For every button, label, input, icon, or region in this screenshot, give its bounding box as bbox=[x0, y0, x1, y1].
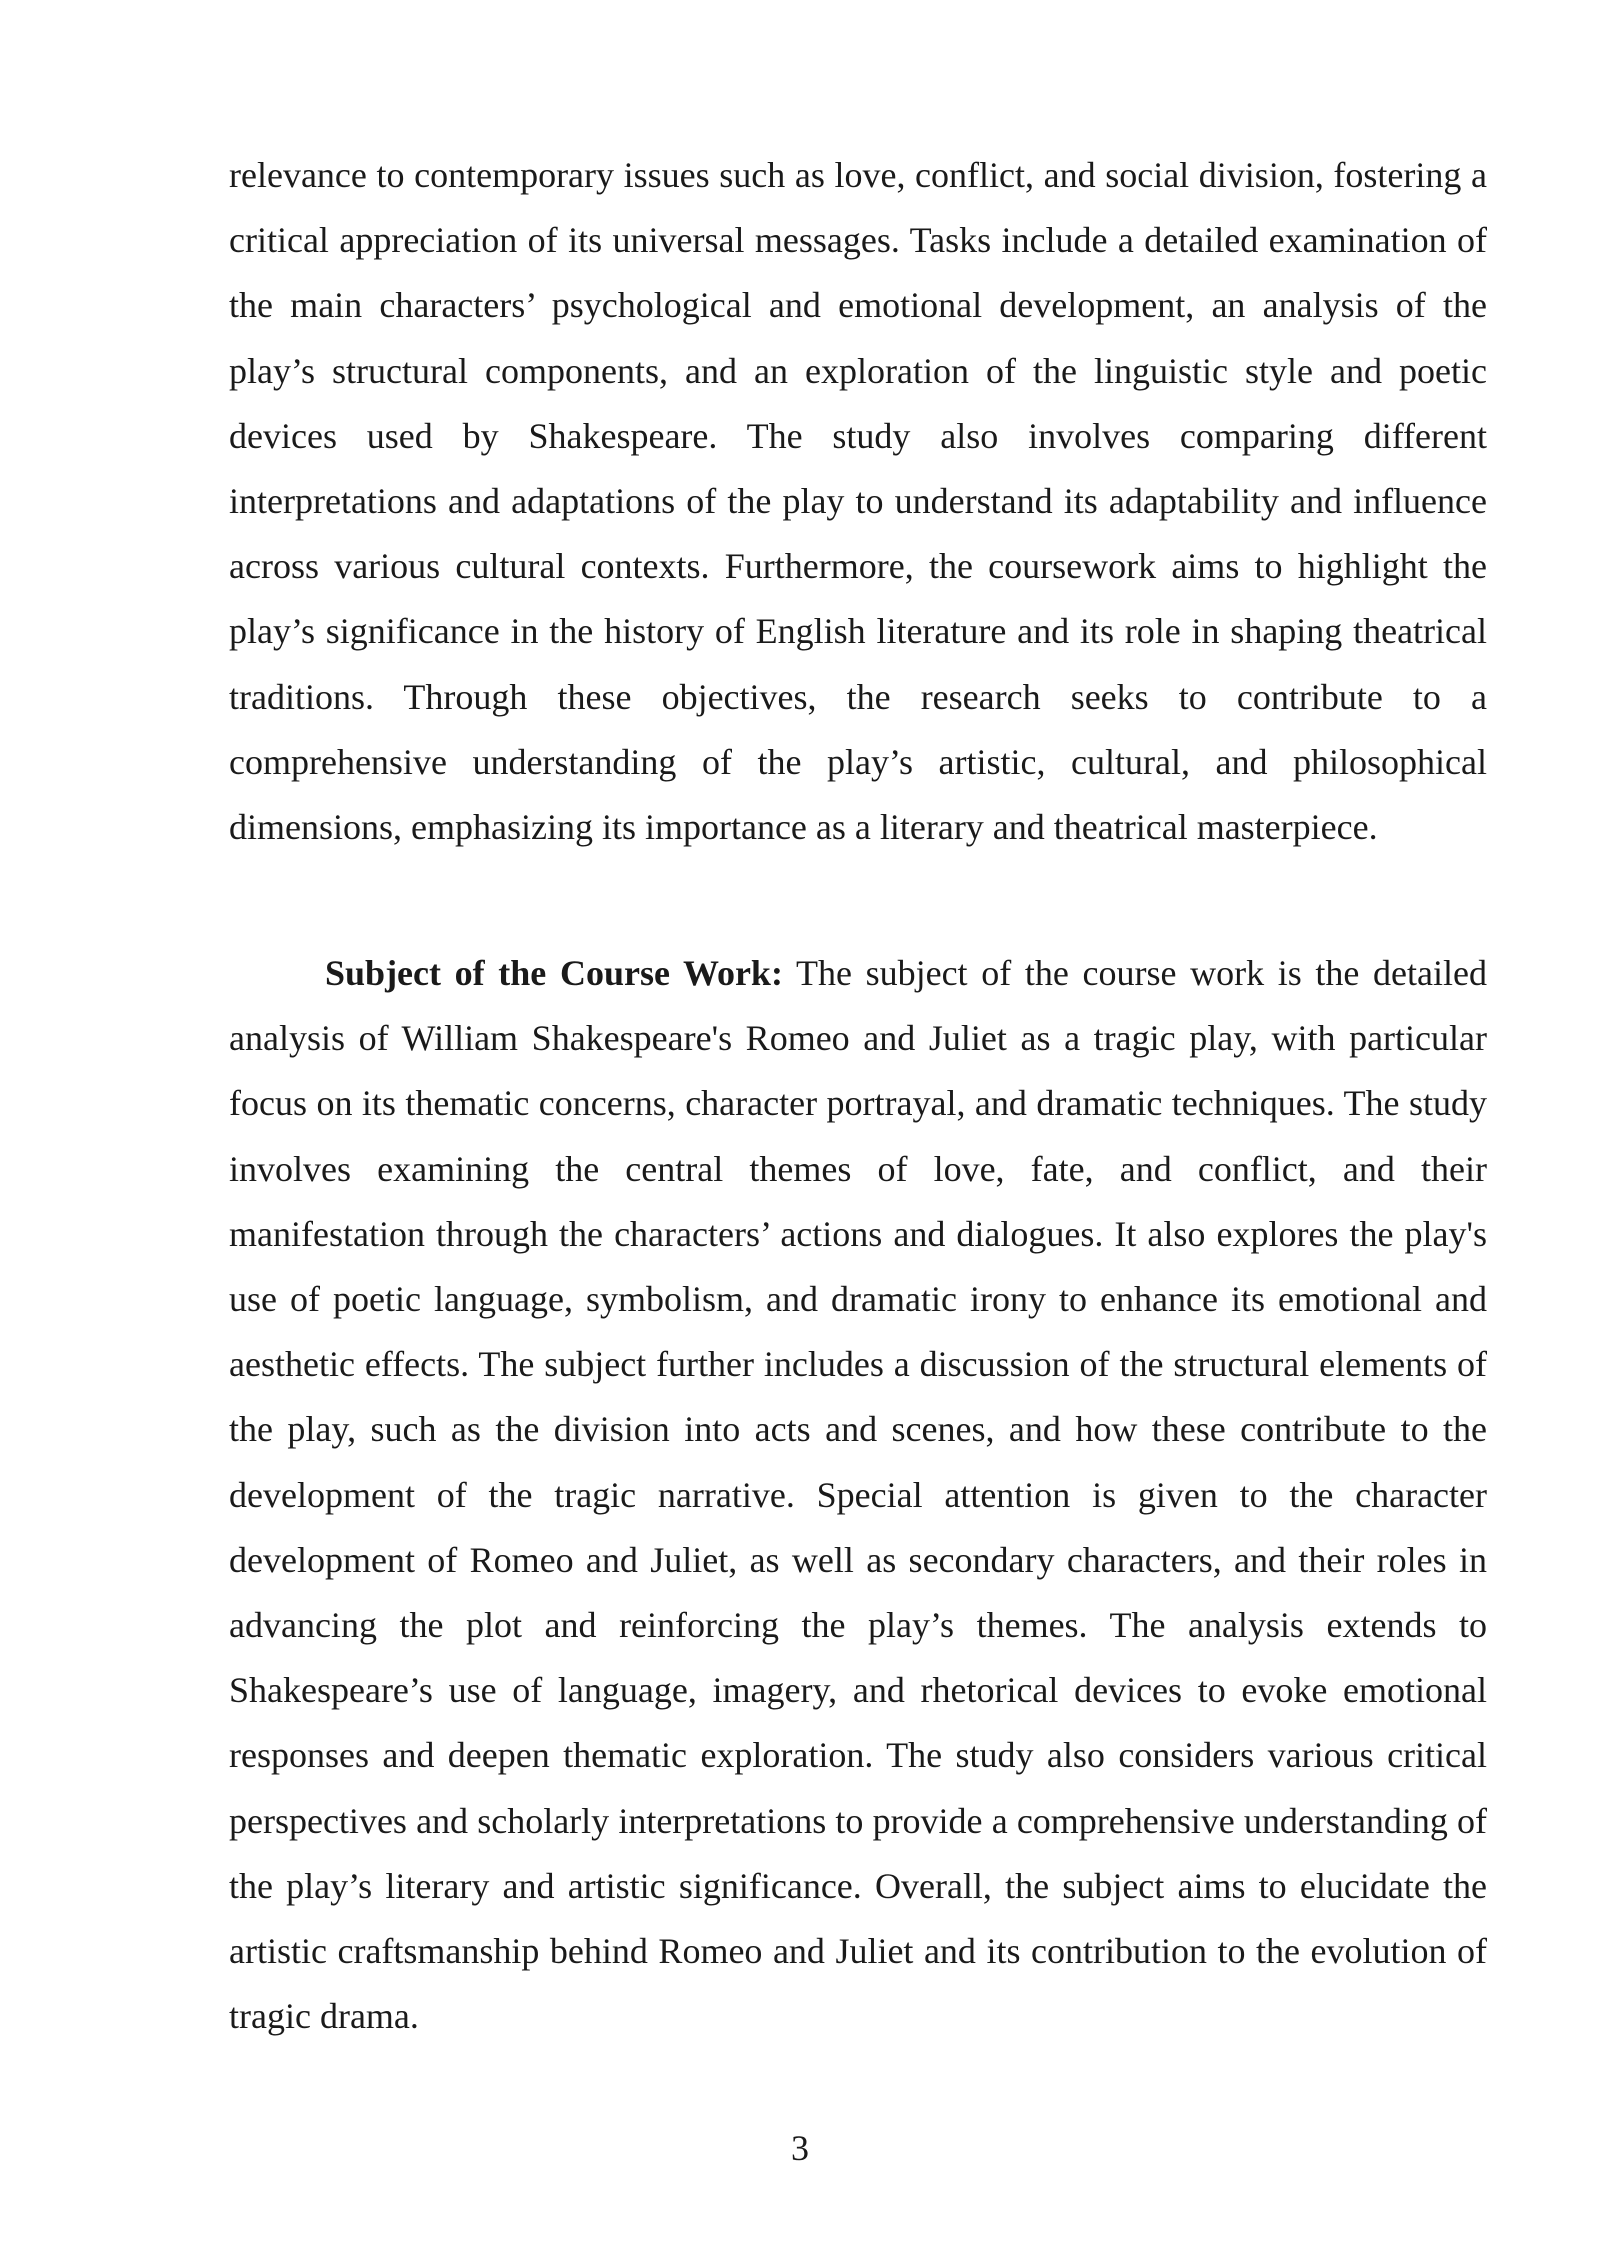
body-paragraph-subject bbox=[229, 941, 1487, 2049]
page-number: 3 bbox=[791, 2128, 809, 2168]
subject-paragraph-text: The subject of the course work is the detailed analysis of William Shakespeare's Romeo and Juliet as a tragic play, with particular focus on its thematic concerns, character portrayal, and dramatic techniques. The study involves examining the central themes of love, fate, and conflict, and their manifestation through the characters’ actions and dialogues. It also explores the play's use of poetic language, symbolism, and dramatic irony to enhance its emotional and aesthetic effects. The subject further includes a discussion of the structural elements of the play, such as the division into acts and scenes, and how these contribute to the development of the tragic narrative. Special attention is given to the character development of Romeo and Juliet, as well as secondary characters, and their roles in advancing the plot and reinforcing the play’s themes. The analysis extends to Shakespeare’s use of language, imagery, and rhetorical devices to evoke emotional responses and deepen thematic exploration. The study also considers various critical perspectives and scholarly interpretations to provide a comprehensive understanding of the play’s literary and artistic significance. Overall, the subject aims to elucidate the artistic craftsmanship behind Romeo and Juliet and its contribution to the evolution of tragic drama. bbox=[229, 953, 1488, 2037]
body-paragraph-objectives: relevance to contemporary issues such as love, conflict, and social division, fostering a critical appreciation of its universal messages. Tasks include a detailed examination of the main characters’ psychological and emotional development, an analysis of the play’s structural components, and an exploration of the linguistic style and poetic devices used by Shakespeare. The study also involves comparing different interpretations and adaptations of the play to understand its adaptability and influence across various cultural contexts. Furthermore, the coursework aims to highlight the play’s significance in the history of English literature and its role in shaping theatrical traditions. Through these objectives, the research seeks to contribute to a comprehensive understanding of the play’s artistic, cultural, and philosophical dimensions, emphasizing its importance as a literary and theatrical masterpiece. bbox=[229, 155, 1487, 848]
section-heading-subject: Subject of the Course Work: bbox=[325, 953, 783, 993]
